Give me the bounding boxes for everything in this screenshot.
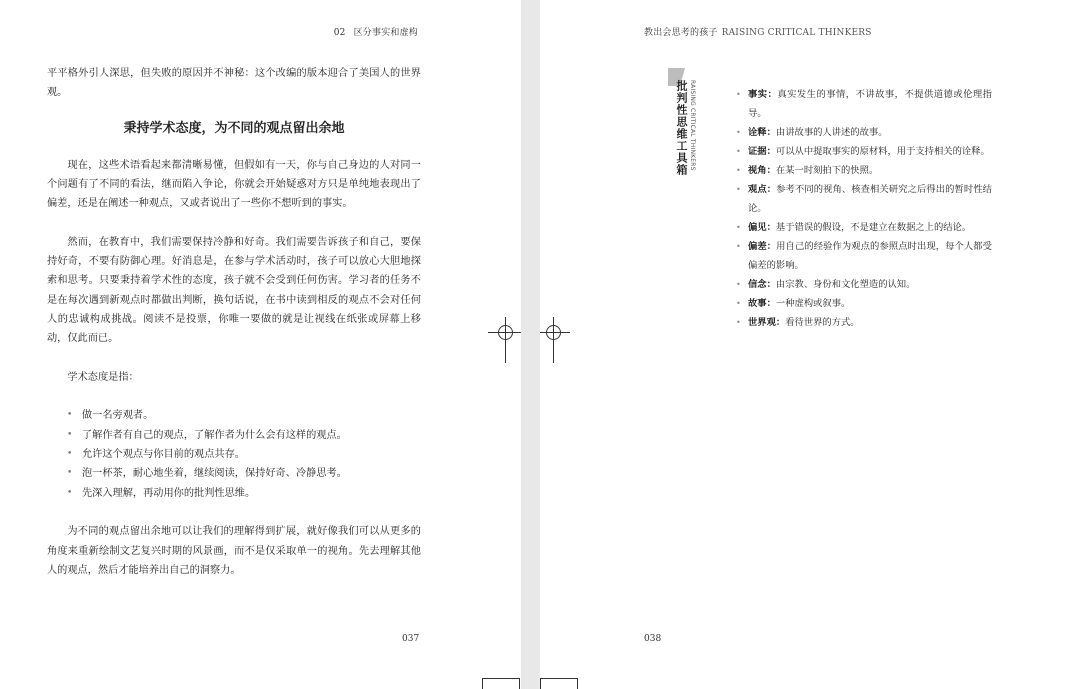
term-separator: ： — [766, 165, 776, 176]
term-separator: ： — [766, 184, 777, 195]
term-item — [736, 313, 992, 332]
list-item-text: 先深入理解，再动用你的批判性思维。 — [82, 487, 256, 499]
term-item — [736, 123, 992, 142]
list-item — [67, 426, 421, 445]
term-separator: ： — [766, 279, 776, 290]
chapter-title: 区分事实和虚构 — [353, 28, 418, 38]
term-label: 信念 — [748, 279, 767, 290]
bullet-icon: • — [67, 487, 73, 498]
bullet-icon: • — [67, 449, 73, 460]
term-item — [736, 180, 992, 218]
term-definition: 由讲故事的人讲述的故事。 — [775, 127, 888, 138]
bullet-icon: • — [736, 185, 741, 194]
term-label: 视角 — [748, 165, 767, 176]
list-item — [67, 406, 421, 425]
bullet-icon: • — [736, 223, 741, 232]
book-gutter — [521, 0, 540, 689]
toolbox-label-en: RAISING CRITICAL THINKERS — [689, 80, 696, 171]
bullet-icon: • — [67, 429, 73, 440]
term-separator: ： — [766, 222, 776, 233]
term-label: 偏见 — [748, 222, 767, 233]
book-title-cn: 教出会思考的孩子 — [644, 28, 718, 38]
bullet-icon: • — [67, 410, 73, 421]
term-definition: 由宗教、身份和文化塑造的认知。 — [775, 279, 916, 290]
term-definition-list — [736, 85, 992, 332]
term-definition: 基于错误的假设，不是建立在数据之上的结论。 — [775, 222, 972, 233]
term-separator: ： — [766, 298, 776, 309]
bullet-icon: • — [67, 468, 73, 479]
term-separator: ： — [775, 317, 786, 328]
term-definition: 参考不同的视角、核查相关研究之后得出的暂时性结论。 — [748, 184, 992, 214]
right-running-head — [644, 25, 872, 38]
toolbox-label-cn: 批判性思维工具箱 — [675, 80, 688, 176]
bullet-icon: • — [736, 318, 741, 327]
closing-paragraph: 为不同的观点留出余地可以让我们的理解得到扩展，就好像我们可以从更多的角度来重新绘制文艺复兴时期的风景画，而不是仅采取单一的视角。先去理解其他人的观点，然后才能培养出自己的洞察力。 — [47, 526, 421, 576]
list-item-text: 做一名旁观者。 — [82, 410, 154, 422]
term-label: 故事 — [748, 298, 767, 309]
book-title-en: RAISING CRITICAL THINKERS — [721, 28, 872, 38]
term-item — [736, 85, 992, 123]
opening-line: 平平格外引人深思，但失败的原因并不神秘：这个改编的版本迎合了美国人的世界观。 — [47, 68, 421, 99]
left-body-text — [47, 64, 421, 580]
list-item — [67, 484, 421, 503]
term-definition: 可以从中提取事实的原材料，用于支持相关的诠释。 — [775, 146, 990, 157]
left-running-head — [334, 25, 418, 38]
term-definition: 在某一时刻拍下的快照。 — [775, 165, 879, 176]
section-title: 秉持学术态度，为不同的观点留出余地 — [123, 120, 345, 136]
list-item-text: 允许这个观点与你目前的观点共存。 — [82, 449, 245, 461]
bullet-icon: • — [736, 166, 741, 175]
lead-in: 学术态度是指： — [67, 371, 139, 383]
term-definition: 真实发生的事情，不讲故事，不提供道德或伦理指导。 — [748, 89, 992, 119]
term-label: 证据 — [748, 146, 767, 157]
term-separator: ： — [766, 241, 777, 252]
right-page — [540, 0, 1080, 689]
attitude-bullet-list — [47, 406, 421, 502]
left-page — [0, 0, 521, 689]
page-number-left: 037 — [402, 634, 420, 644]
bullet-icon: • — [736, 128, 741, 137]
toolbox-sidebar-label — [668, 68, 710, 178]
page-number-right: 038 — [644, 634, 662, 644]
paragraph: 现在，这些术语看起来都清晰易懂，但假如有一天，你与自己身边的人对同一个问题有了不同的看法，继而陷入争论，你就会开始疑惑对方只是单纯地表现出了偏差，还是在阐述一种观点，又或者说出了一些你不想听到的事实。 — [47, 159, 421, 210]
term-label: 观点 — [748, 184, 767, 195]
list-item — [67, 464, 421, 483]
chapter-number: 02 — [333, 28, 346, 38]
list-item-text: 了解作者有自己的观点，了解作者为什么会有这样的观点。 — [82, 429, 347, 441]
term-definition: 一种虚构或叙事。 — [775, 298, 851, 309]
term-item — [736, 142, 992, 161]
bullet-icon: • — [736, 242, 741, 251]
term-item — [736, 218, 992, 237]
term-label: 世界观 — [748, 317, 776, 328]
list-item — [67, 445, 421, 464]
term-separator: ： — [766, 127, 776, 138]
crop-mark-icon — [540, 678, 578, 689]
term-label: 事实 — [748, 89, 768, 100]
bullet-icon: • — [736, 90, 741, 99]
term-definition: 看待世界的方式。 — [785, 317, 860, 328]
term-item — [736, 275, 992, 294]
crop-mark-icon — [482, 678, 520, 689]
term-item — [736, 237, 992, 275]
term-label: 诠释 — [748, 127, 767, 138]
paragraph: 然而，在教育中，我们需要保持冷静和好奇。我们需要告诉孩子和自己，要保持好奇，不要有防御心理。好消息是，在参与学术活动时，孩子可以放心大胆地探索和思考。只要秉持着学术性的态度，孩子就不会受到任何伤害。学习者的任务不是在每次遇到新观点时都做出判断，换句话说，在书中读到相反的观点不会对任何人的忠诚构成挑战。阅读不是投票，你唯一要做的就是让视线在纸张或屏幕上移动，仅此而已。 — [47, 236, 421, 345]
bullet-icon: • — [736, 280, 741, 289]
term-label: 偏差 — [748, 241, 767, 252]
term-definition: 用自己的经验作为观点的参照点时出现，每个人都受偏差的影响。 — [748, 241, 992, 271]
term-separator: ： — [766, 146, 776, 157]
term-item — [736, 161, 992, 180]
term-item — [736, 294, 992, 313]
registration-crosshair-icon — [540, 317, 570, 363]
list-item-text: 泡一杯茶，耐心地坐着，继续阅读，保持好奇、冷静思考。 — [82, 468, 347, 480]
bullet-icon: • — [736, 147, 741, 156]
bullet-icon: • — [736, 299, 741, 308]
registration-crosshair-icon — [488, 317, 521, 363]
term-separator: ： — [767, 89, 778, 100]
